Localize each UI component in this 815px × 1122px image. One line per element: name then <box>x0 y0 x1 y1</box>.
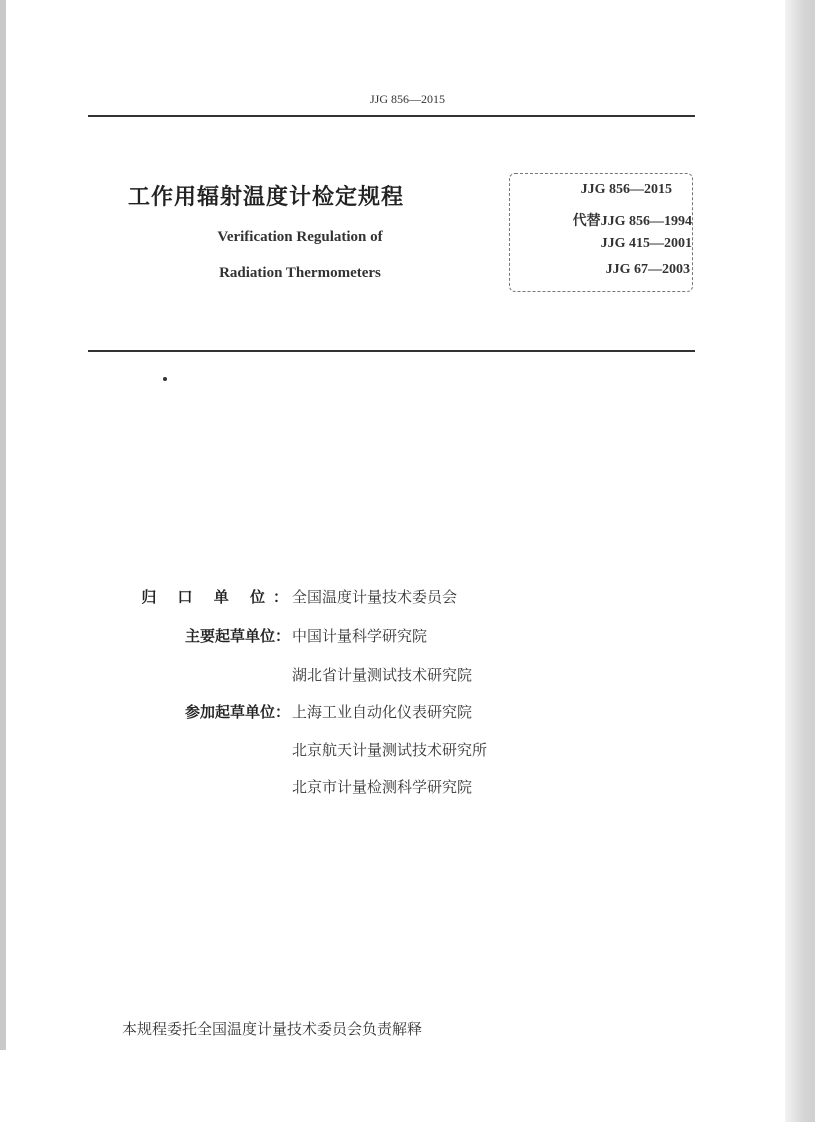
scan-speck <box>163 377 167 381</box>
org-value: 中国计量科学研究院 <box>292 627 428 645</box>
document-title-chinese: 工作用辐射温度计检定规程 <box>128 185 405 210</box>
org-value: 上海工业自动化仪表研究院 <box>292 703 473 721</box>
org-value: 湖北省计量测试技术研究院 <box>292 666 473 684</box>
org-label-responsible: 归 口 单 位： <box>141 588 296 606</box>
scan-left-edge <box>0 0 6 1050</box>
scan-right-shadow <box>785 0 815 1122</box>
top-rule <box>88 115 695 117</box>
interpretation-note: 本规程委托全国温度计量技术委员会负责解释 <box>122 1020 423 1038</box>
standard-code-box <box>509 173 693 292</box>
org-row-participating-drafters <box>0 701 815 731</box>
replaced-standard-code: 代替JJG 856—1994 <box>572 214 692 229</box>
current-standard-code: JJG 856—2015 <box>580 182 672 197</box>
org-value: 全国温度计量技术委员会 <box>292 588 458 606</box>
header-standard-code: JJG 856—2015 <box>369 92 445 106</box>
org-row-participating-drafters-3 <box>0 776 815 806</box>
org-row-main-drafters <box>0 625 815 655</box>
document-title-english-line2: Radiation Thermometers <box>219 265 381 281</box>
org-label-main-drafters: 主要起草单位： <box>184 627 290 645</box>
org-value: 北京市计量检测科学研究院 <box>292 778 473 796</box>
bottom-rule <box>88 350 695 352</box>
org-value: 北京航天计量测试技术研究所 <box>292 741 488 759</box>
org-row-main-drafters-2 <box>0 664 815 694</box>
replaced-standard-code: JJG 415—2001 <box>600 236 692 251</box>
document-title-english-line1: Verification Regulation of <box>217 229 383 245</box>
replaced-standard-code: JJG 67—2003 <box>605 262 690 277</box>
org-row-responsible <box>0 586 815 616</box>
org-label-participating-drafters: 参加起草单位： <box>184 703 290 721</box>
org-row-participating-drafters-2 <box>0 739 815 769</box>
